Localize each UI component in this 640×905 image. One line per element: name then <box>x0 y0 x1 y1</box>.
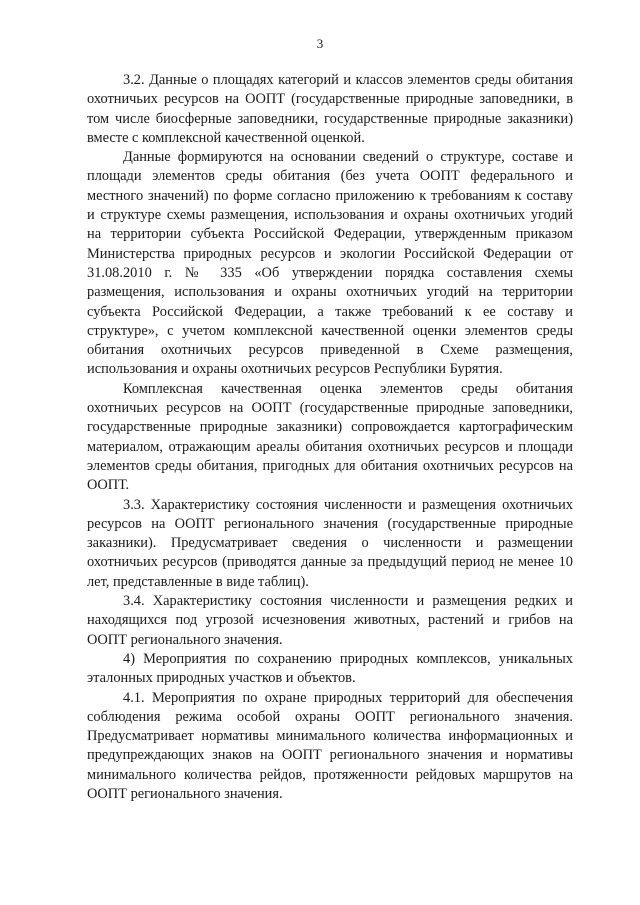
paragraph-4: 4) Мероприятия по сохранению природных комплексов, уникальных эталонных природных участков и объектов. <box>87 650 573 687</box>
paragraph-data-formation: Данные формируются на основании сведений о структуре, составе и площади элементов среды обитания (без учета ООПТ федерального и местного значений) по форме согласно приложению к требованиям к составу и структуре схемы размещения, использования и охраны охотничьих угодий на территории субъекта Российской Федерации, утвержденным приказом Министерства природных ресурсов и экологии Российской Федерации от 31.08.2010 г. № 335 «Об утверждении порядка составления схемы размещения, использования и охраны охотничьих угодий на территории субъекта Российской Федерации, а также требований к ее составу и структуре», с учетом комплексной качественной оценки элементов среды обитания охотничьих ресурсов приведенной в Схеме размещения, использования и охраны охотничьих ресурсов Республики Бурятия. <box>87 149 573 378</box>
paragraph-3-3: 3.3. Характеристику состояния численности и размещения охотничьих ресурсов на ООПТ регионального значения (государственные природные заказники). Предусматривает сведения о численности и размещении охотничьих ресурсов (приводятся данные за предыдущий период не менее 10 лет, представленные в виде таблиц). <box>87 496 573 590</box>
paragraph-4-1: 4.1. Мероприятия по охране природных территорий для обеспечения соблюдения режима особой охраны ООПТ регионального значения. Предусматривает нормативы минимального количества информационных и предупреждающих знаков на ООПТ регионального значения и нормативы минимального количества рейдов, протяженности рейдовых маршрутов на ООПТ регионального значения. <box>87 689 573 802</box>
body-text <box>87 71 573 804</box>
page-number: 3 <box>316 36 324 51</box>
paragraph-complex-assessment: Комплексная качественная оценка элементов среды обитания охотничьих ресурсов на ООПТ (государственные природные заповедники, государственные природные заказники) сопровождается картографическим материалом, отражающим ареалы обитания охотничьих ресурсов и площади элементов среды обитания, пригодных для обитания охотничьих ресурсов на ООПТ. <box>87 380 573 494</box>
paragraph-3-4: 3.4. Характеристику состояния численности и размещения редких и находящихся под угрозой исчезновения животных, растений и грибов на ООПТ регионального значения. <box>87 593 573 648</box>
paragraph-3-2: 3.2. Данные о площадях категорий и классов элементов среды обитания охотничьих ресурсов на ООПТ (государственные природные заповедники, в том числе биосферные заповедники, государственные природные заказники) вместе с комплексной качественной оценкой. <box>87 72 573 146</box>
